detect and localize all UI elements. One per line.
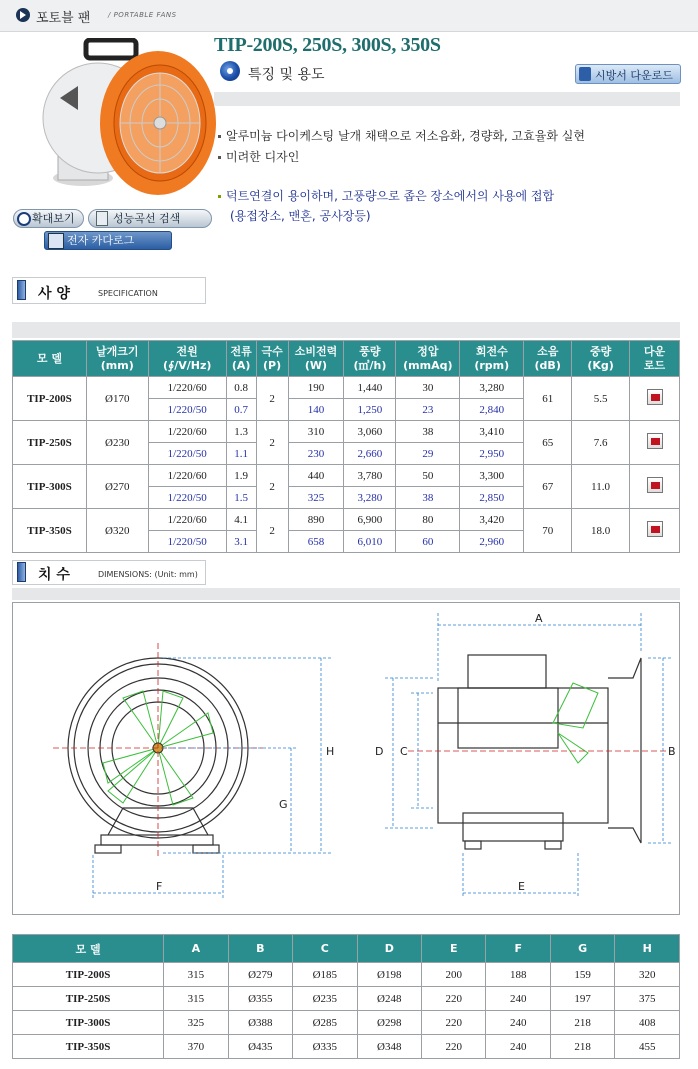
table-cell: 658	[288, 531, 344, 553]
table-cell: 1.1	[226, 443, 256, 465]
table-cell: 188	[486, 963, 550, 987]
table-cell: Ø320	[86, 509, 148, 553]
spec-download-label: 시방서 다운로드	[595, 69, 673, 82]
table-cell: 67	[524, 465, 572, 509]
table-cell: 240	[486, 987, 550, 1011]
table-cell: 220	[422, 987, 486, 1011]
model-cell: TIP-300S	[13, 1011, 164, 1035]
table-cell: Ø285	[293, 1011, 357, 1035]
table-cell: 29	[396, 443, 460, 465]
dim-label-h: H	[326, 745, 335, 758]
table-cell: 220	[422, 1035, 486, 1059]
dim-col-header: E	[422, 935, 486, 963]
spec-col-header: 극수 (P)	[256, 341, 288, 377]
dimension-table	[12, 934, 680, 1059]
table-cell: 5.5	[572, 377, 630, 421]
table-cell: Ø298	[357, 1011, 421, 1035]
dim-col-header: B	[228, 935, 292, 963]
table-cell: 1/220/60	[148, 421, 226, 443]
section-divider	[12, 322, 680, 338]
feature-text: 미려한 디자인	[226, 150, 300, 164]
feature-text: 알루미늄 다이케스팅 날개 채택으로 저소음화, 경량화, 고효율화 실현	[226, 129, 585, 143]
table-cell: 370	[164, 1035, 228, 1059]
dim-section-title: 치 수	[38, 567, 70, 583]
table-cell: 3,410	[460, 421, 524, 443]
dim-label-d: D	[375, 745, 384, 758]
spec-col-header: 다운 로드	[630, 341, 680, 377]
model-cell: TIP-250S	[13, 421, 87, 465]
spec-col-header: 전원 (∮/V/Hz)	[148, 341, 226, 377]
model-cell: TIP-200S	[13, 963, 164, 987]
table-row	[13, 377, 680, 399]
dim-label-c: C	[400, 745, 408, 758]
section-divider	[12, 588, 680, 600]
table-cell: 325	[164, 1011, 228, 1035]
pdf-download-icon[interactable]	[647, 521, 663, 537]
dimension-drawing	[12, 602, 680, 915]
table-cell: 2,950	[460, 443, 524, 465]
table-cell: 1/220/50	[148, 531, 226, 553]
table-cell: 325	[288, 487, 344, 509]
table-cell: 220	[422, 1011, 486, 1035]
table-cell: 1/220/60	[148, 509, 226, 531]
table-cell: 3,300	[460, 465, 524, 487]
table-cell: 408	[615, 1011, 680, 1035]
table-cell: 1/220/50	[148, 443, 226, 465]
table-cell: 3,280	[344, 487, 396, 509]
features-divider	[214, 92, 680, 106]
table-cell: 38	[396, 487, 460, 509]
dim-col-header: A	[164, 935, 228, 963]
table-cell: 18.0	[572, 509, 630, 553]
pdf-download-icon[interactable]	[647, 433, 663, 449]
table-cell: 310	[288, 421, 344, 443]
header-subtitle: / PORTABLE FANS	[108, 11, 177, 19]
dim-col-header: D	[357, 935, 421, 963]
spec-col-header: 풍량 (㎥/h)	[344, 341, 396, 377]
bullet-icon	[218, 135, 221, 138]
dim-label-f: F	[156, 880, 163, 893]
table-cell: Ø235	[293, 987, 357, 1011]
table-cell: Ø270	[86, 465, 148, 509]
spec-table	[12, 340, 680, 553]
table-cell: 240	[486, 1035, 550, 1059]
table-cell: Ø355	[228, 987, 292, 1011]
table-cell: 6,010	[344, 531, 396, 553]
magnifier-icon	[17, 212, 31, 226]
table-cell: 2	[256, 421, 288, 465]
model-cell: TIP-350S	[13, 1035, 164, 1059]
table-cell: 315	[164, 987, 228, 1011]
table-cell: 1.9	[226, 465, 256, 487]
feature-item	[218, 127, 585, 144]
table-cell: 230	[288, 443, 344, 465]
arrow-circle-icon	[16, 8, 30, 22]
table-cell: 2	[256, 377, 288, 421]
e-catalog-label: 전자 카다로그	[67, 234, 135, 247]
table-row	[13, 509, 680, 531]
table-cell: 70	[524, 509, 572, 553]
table-cell: 60	[396, 531, 460, 553]
model-title: TIP-200S, 250S, 300S, 350S	[214, 34, 441, 56]
product-image[interactable]	[38, 38, 216, 206]
table-cell: 140	[288, 399, 344, 421]
table-cell: 6,900	[344, 509, 396, 531]
table-cell: 200	[422, 963, 486, 987]
table-cell: Ø335	[293, 1035, 357, 1059]
table-row	[13, 421, 680, 443]
table-cell: 4.1	[226, 509, 256, 531]
table-cell: 3,280	[460, 377, 524, 399]
dim-label-g: G	[279, 798, 288, 811]
table-cell: 2,960	[460, 531, 524, 553]
spec-col-header: 날개크기 (mm)	[86, 341, 148, 377]
table-cell: 30	[396, 377, 460, 399]
pdf-download-icon[interactable]	[647, 389, 663, 405]
table-cell: Ø388	[228, 1011, 292, 1035]
table-cell: 2,850	[460, 487, 524, 509]
table-cell: 1/220/60	[148, 465, 226, 487]
dim-label-a: A	[535, 612, 543, 625]
spec-section-subtitle: SPECIFICATION	[98, 289, 158, 298]
table-cell: 1/220/60	[148, 377, 226, 399]
table-cell: 65	[524, 421, 572, 465]
bullet-icon	[218, 195, 221, 198]
features-bullet-icon	[220, 61, 240, 81]
table-row	[13, 1011, 680, 1035]
download-cell	[630, 465, 680, 509]
download-cell	[630, 377, 680, 421]
table-row	[13, 465, 680, 487]
table-cell: 7.6	[572, 421, 630, 465]
table-cell: 23	[396, 399, 460, 421]
spec-col-header: 회전수 (rpm)	[460, 341, 524, 377]
page-header	[0, 0, 698, 32]
table-cell: Ø435	[228, 1035, 292, 1059]
model-cell: TIP-350S	[13, 509, 87, 553]
table-cell: 3,060	[344, 421, 396, 443]
uses-text: 덕트연결이 용이하며, 고풍량으로 좁은 장소에서의 사용에 접합	[226, 189, 555, 203]
dim-col-header: G	[550, 935, 614, 963]
curve-search-label: 성능곡선 검색	[113, 212, 181, 225]
table-cell: 80	[396, 509, 460, 531]
spec-col-header: 전류 (A)	[226, 341, 256, 377]
table-row	[13, 963, 680, 987]
spec-col-header: 중량 (Kg)	[572, 341, 630, 377]
feature-item	[218, 148, 299, 165]
table-cell: 1,250	[344, 399, 396, 421]
table-row	[13, 987, 680, 1011]
table-cell: 50	[396, 465, 460, 487]
table-cell: 218	[550, 1035, 614, 1059]
download-cell	[630, 509, 680, 553]
dim-col-header: C	[293, 935, 357, 963]
model-cell: TIP-200S	[13, 377, 87, 421]
table-cell: Ø170	[86, 377, 148, 421]
spec-col-header: 소비전력 (W)	[288, 341, 344, 377]
dim-col-header: H	[615, 935, 680, 963]
table-cell: Ø230	[86, 421, 148, 465]
dim-section-subtitle: DIMENSIONS: (Unit: mm)	[98, 570, 198, 579]
table-cell: 11.0	[572, 465, 630, 509]
table-cell: 375	[615, 987, 680, 1011]
table-cell: Ø248	[357, 987, 421, 1011]
table-cell: 320	[615, 963, 680, 987]
table-cell: Ø185	[293, 963, 357, 987]
dim-col-header: 모 델	[13, 935, 164, 963]
table-cell: 3.1	[226, 531, 256, 553]
model-cell: TIP-250S	[13, 987, 164, 1011]
dimension-drawing-svg	[13, 603, 679, 914]
table-cell: 315	[164, 963, 228, 987]
model-cell: TIP-300S	[13, 465, 87, 509]
table-cell: 1.5	[226, 487, 256, 509]
header-title: 포토블 팬	[36, 11, 91, 26]
download-cell	[630, 421, 680, 465]
table-cell: 890	[288, 509, 344, 531]
dim-label-e: E	[518, 880, 525, 893]
table-cell: Ø198	[357, 963, 421, 987]
table-cell: 440	[288, 465, 344, 487]
table-cell: 159	[550, 963, 614, 987]
table-cell: 1/220/50	[148, 399, 226, 421]
table-cell: 2,840	[460, 399, 524, 421]
document-search-icon	[96, 211, 108, 226]
dim-label-b: B	[668, 745, 676, 758]
table-cell: 38	[396, 421, 460, 443]
section-marker-icon	[17, 562, 26, 582]
uses-item	[218, 187, 554, 204]
table-cell: 3,420	[460, 509, 524, 531]
spec-col-header: 소음 (dB)	[524, 341, 572, 377]
table-cell: Ø348	[357, 1035, 421, 1059]
dim-col-header: F	[486, 935, 550, 963]
features-title: 특징 및 용도	[248, 67, 325, 83]
table-cell: 3,780	[344, 465, 396, 487]
zoom-label: 확대보기	[32, 212, 75, 225]
pdf-download-icon[interactable]	[647, 477, 663, 493]
table-cell: 1/220/50	[148, 487, 226, 509]
table-cell: 2	[256, 509, 288, 553]
document-icon	[579, 67, 591, 81]
table-cell: Ø279	[228, 963, 292, 987]
table-cell: 0.7	[226, 399, 256, 421]
table-cell: 190	[288, 377, 344, 399]
table-cell: 2	[256, 465, 288, 509]
table-cell: 2,660	[344, 443, 396, 465]
table-cell: 1,440	[344, 377, 396, 399]
table-cell: 240	[486, 1011, 550, 1035]
section-marker-icon	[17, 280, 26, 300]
table-cell: 218	[550, 1011, 614, 1035]
uses-places: (용접장소, 맨혼, 공사장등)	[230, 209, 371, 223]
spec-col-header: 정압 (mmAq)	[396, 341, 460, 377]
catalog-icon	[48, 233, 64, 249]
table-cell: 1.3	[226, 421, 256, 443]
table-cell: 455	[615, 1035, 680, 1059]
table-cell: 197	[550, 987, 614, 1011]
table-cell: 61	[524, 377, 572, 421]
table-row	[13, 1035, 680, 1059]
spec-section-title: 사 양	[38, 286, 70, 302]
table-cell: 0.8	[226, 377, 256, 399]
spec-col-header: 모 델	[13, 341, 87, 377]
bullet-icon	[218, 156, 221, 159]
